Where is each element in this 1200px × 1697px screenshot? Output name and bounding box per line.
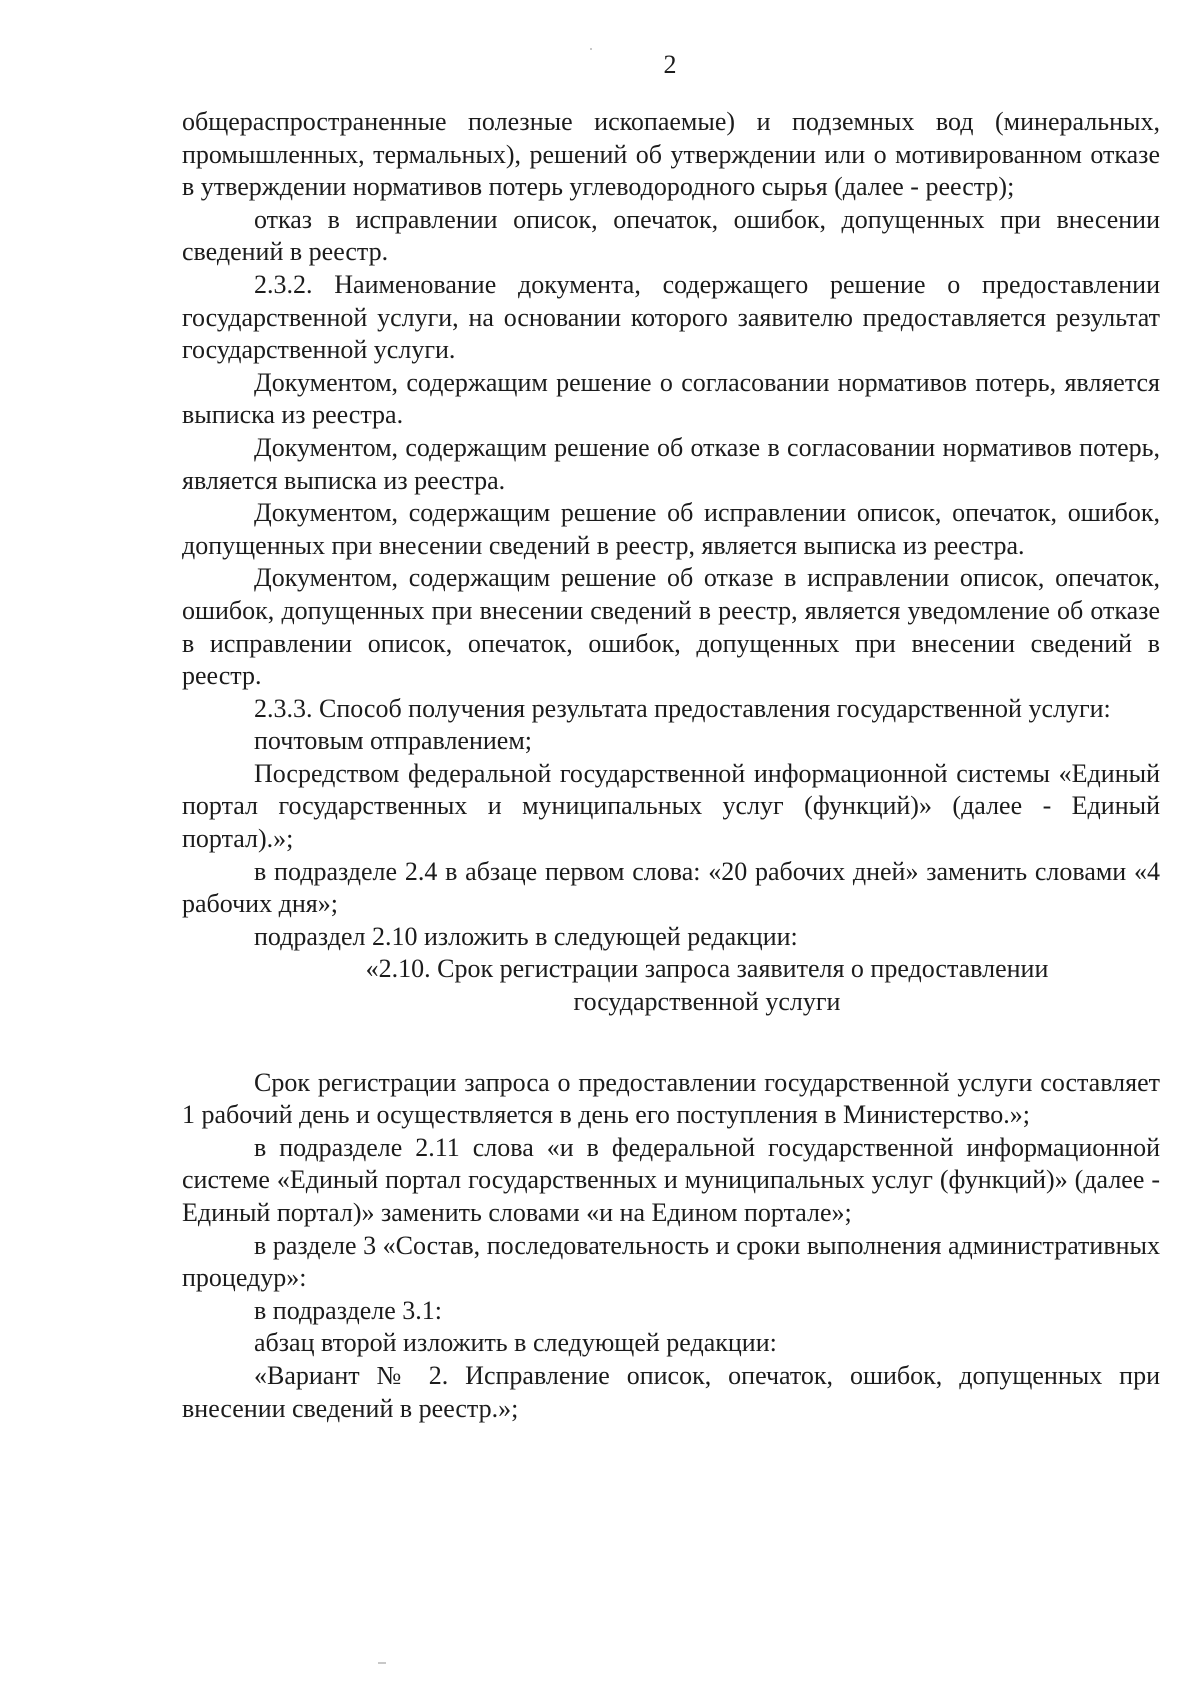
paragraph-continuation: общераспространенные полезные ископаемые) и подземных вод (минеральных, промышленных, термальных), решений об утверждении или о мотивированном отказе в утверждении нормативов потерь углеводородного сырья (далее - реестр); [182, 107, 1160, 202]
paragraph: в подразделе 2.4 в абзаце первом слова: «20 рабочих дней» заменить словами «4 рабочих дня»; [182, 856, 1160, 919]
paragraph: 2.3.2. Наименование документа, содержащего решение о предоставлении государственной услуги, на основании которого заявителю предоставляется результат государственной услуги. [182, 269, 1160, 365]
paragraph: Документом, содержащим решение об отказе в исправлении описок, опечаток, ошибок, допущенных при внесении сведений в реестр, является уведомление об отказе в исправлении описок, опечаток, ошибок, допущенных при внесении сведений в реестр. [182, 563, 1160, 691]
paragraph: 2.3.3. Способ получения результата предоставления государственной услуги: [254, 693, 1111, 723]
paragraph: в подразделе 2.11 слова «и в федеральной государственной информационной системе «Единый портал государственных и муниципальных услуг (функций)» (далее - Единый портал)» заменить словами «и на Едином портале»; [182, 1132, 1160, 1227]
section-heading-line1: «2.10. Срок регистрации запроса заявителя о предоставлении [365, 954, 1049, 984]
blank-line [182, 1019, 1160, 1067]
paragraph: почтовым отправлением; [254, 726, 533, 756]
section-heading-line2: государственной услуги [573, 987, 841, 1017]
page-number: 2 [663, 50, 677, 79]
paragraph: Документом, содержащим решение об исправлении описок, опечаток, ошибок, допущенных при внесении сведений в реестр, является выписка из реестра. [182, 498, 1160, 560]
paragraph: подраздел 2.10 изложить в следующей редакции: [254, 921, 798, 951]
paragraph: в разделе 3 «Состав, последовательность и сроки выполнения административных процедур»: [182, 1230, 1160, 1293]
document-body [182, 106, 1160, 1425]
paragraph: Посредством федеральной государственной информационной системы «Единый портал государственных и муниципальных услуг (функций)» (далее - Единый портал).»; [182, 758, 1160, 854]
scan-speck [378, 1662, 386, 1664]
paragraph: «Вариант № 2. Исправление описок, опечаток, ошибок, допущенных при внесении сведений в реестр.»; [182, 1360, 1160, 1423]
paragraph: Срок регистрации запроса о предоставлении государственной услуги составляет 1 рабочий день и осуществляется в день его поступления в Министерство.»; [182, 1067, 1160, 1130]
paragraph: отказ в исправлении описок, опечаток, ошибок, допущенных при внесении сведений в реестр. [182, 204, 1160, 267]
paragraph: абзац второй изложить в следующей редакции: [254, 1328, 777, 1358]
paragraph: Документом, содержащим решение об отказе в согласовании нормативов потерь, является выписка из реестра. [182, 432, 1160, 495]
scan-speck [590, 48, 592, 50]
paragraph: Документом, содержащим решение о согласовании нормативов потерь, является выписка из реестра. [182, 367, 1160, 430]
paragraph: в подразделе 3.1: [254, 1295, 443, 1325]
